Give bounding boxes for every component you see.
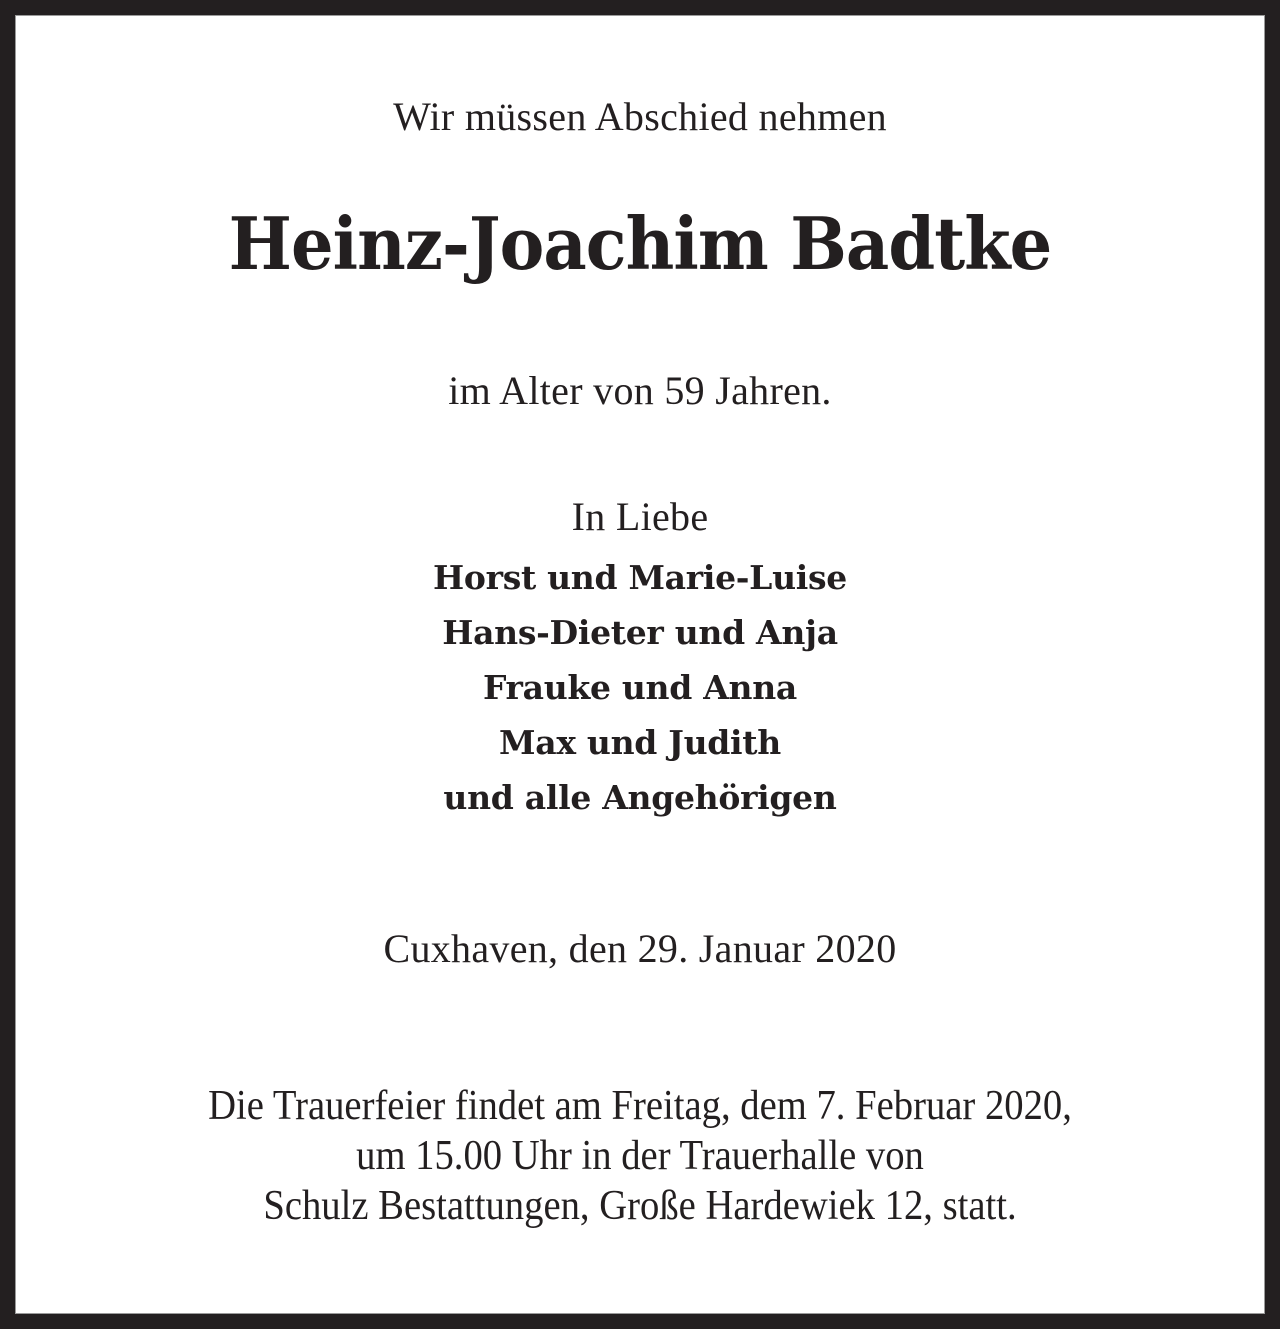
- deceased-name: Heinz-Joachim Badtke: [228, 201, 1052, 286]
- place-date-text: Cuxhaven, den 29. Januar 2020: [383, 926, 897, 971]
- funeral-info-line: Die Trauerfeier findet am Freitag, dem 7. Februar 2020,: [208, 1083, 1072, 1129]
- obituary-notice: [15, 15, 1265, 1314]
- funeral-info-line: um 15.00 Uhr in der Trauerhalle von: [356, 1133, 924, 1179]
- in-love-text: In Liebe: [571, 494, 709, 539]
- mourner-line: Max und Judith: [499, 723, 781, 762]
- mourner-line: Horst und Marie-Luise: [433, 558, 847, 597]
- funeral-info-line: Schulz Bestattungen, Große Hardewiek 12, statt.: [263, 1183, 1017, 1229]
- mourner-line: Frauke und Anna: [483, 668, 797, 707]
- age-text: im Alter von 59 Jahren.: [448, 368, 832, 413]
- mourner-line: und alle Angehörigen: [443, 778, 837, 817]
- mourner-line: Hans-Dieter und Anja: [442, 613, 838, 652]
- intro-text: Wir müssen Abschied nehmen: [393, 94, 887, 139]
